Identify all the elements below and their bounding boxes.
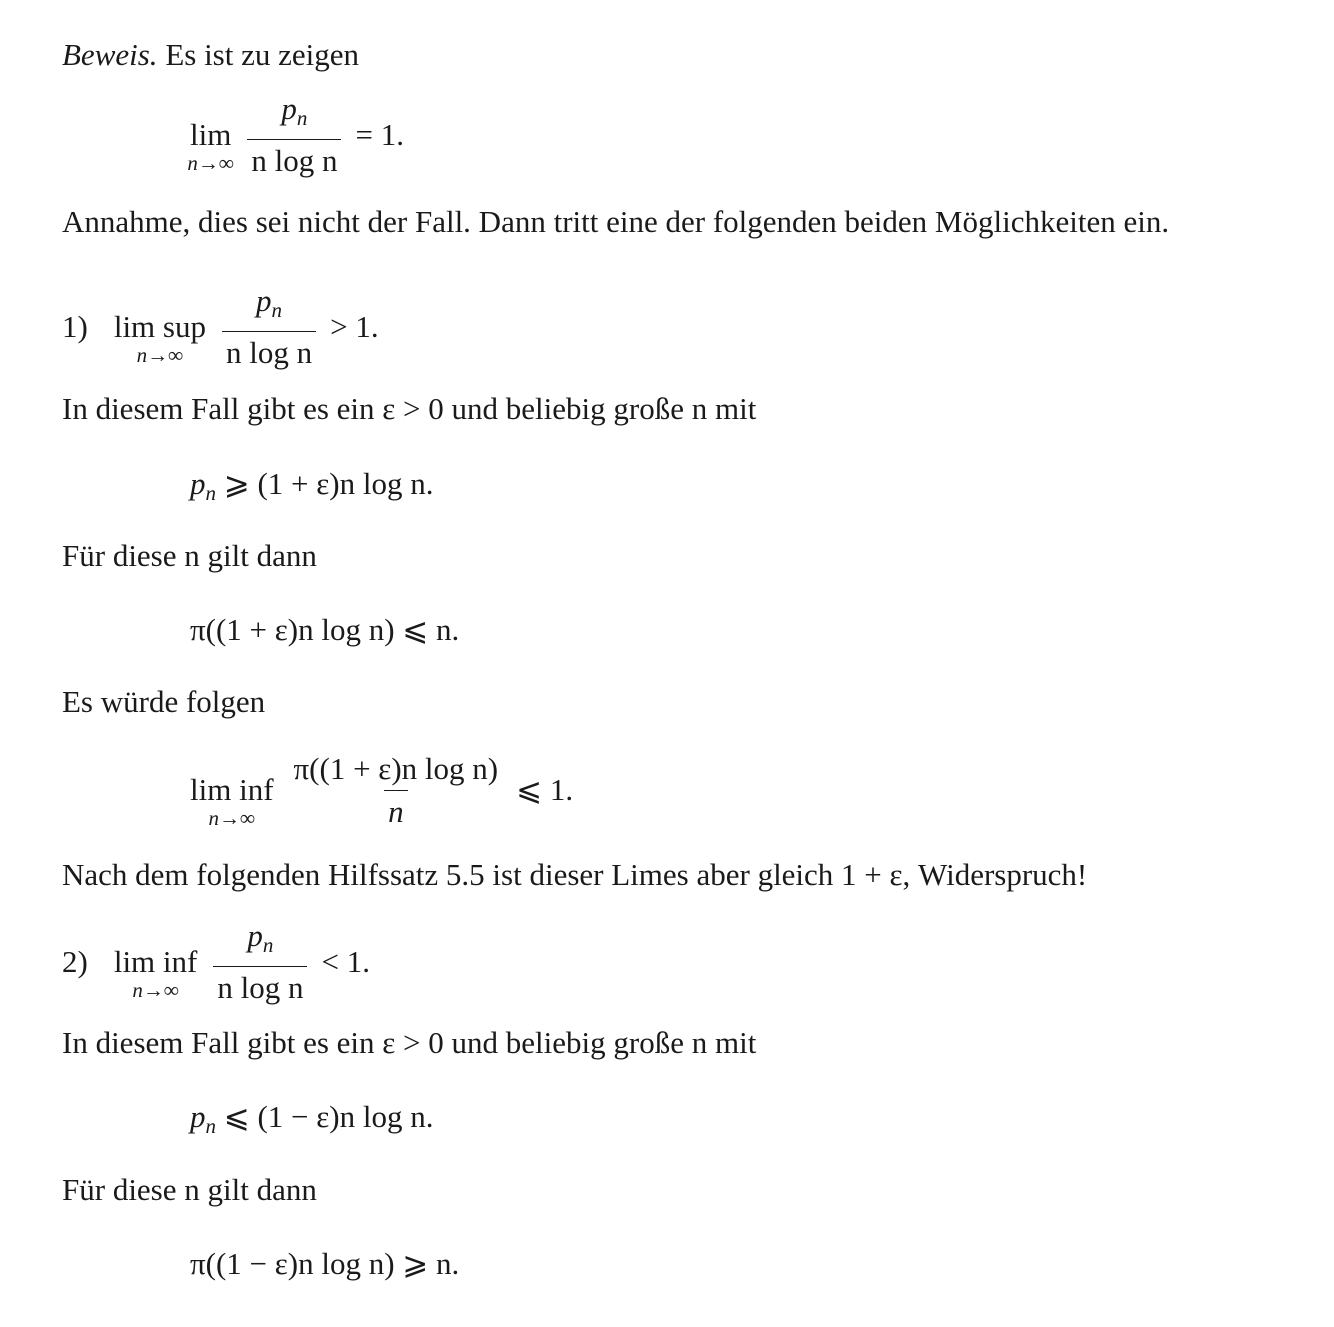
case1-text1: In diesem Fall gibt es ein ε > 0 und beliebig große n mit (62, 391, 757, 426)
case1-text4: Nach dem folgenden Hilfssatz 5.5 ist dieser Limes aber gleich 1 + ε, Widerspruch! (62, 857, 1088, 892)
case-label: 1) (62, 309, 88, 344)
intro-text: Es ist zu zeigen (165, 37, 360, 72)
relation: = 1. (355, 117, 404, 152)
case2-text2: Für diese n gilt dann (62, 1172, 317, 1207)
case1-text2: Für diese n gilt dann (62, 538, 317, 573)
assumption-paragraph: Annahme, dies sei nicht der Fall. Dann tritt eine der folgenden beiden Möglichkeiten ein. (62, 204, 1170, 239)
proof-label: Beweis. (62, 37, 158, 72)
lim-operator: lim n→∞ (187, 117, 234, 175)
case1-text3: Es würde folgen (62, 684, 266, 719)
case2-eq-b: π((1 − ε)n log n) ⩾ n. (190, 1246, 460, 1281)
case1-eq-b: π((1 + ε)n log n) ⩽ n. (190, 612, 460, 647)
case-label: 2) (62, 944, 88, 979)
case1-eq-c: lim inf n→∞ $\frac{\text{π((1 + ε)n log n)}}{n}$ ⩽ 1. (190, 750, 574, 830)
case2-eq-a: $p_n$ ⩽ (1 − ε)n log n. (190, 1099, 434, 1138)
proof-intro (62, 37, 359, 73)
equation-limit (187, 90, 404, 180)
case2-condition: 2) lim inf n→∞ $\frac{p_n}{\text{n log n}}$ < 1. (62, 918, 370, 1005)
case2-text1: In diesem Fall gibt es ein ε > 0 und beliebig große n mit (62, 1025, 757, 1060)
case1-condition: 1) lim sup n→∞ $\frac{p_n}{\text{n log n}}$ > 1. (62, 283, 379, 370)
fraction: $\frac{p_n}{\text{n log n}}$ (247, 92, 341, 178)
case1-eq-a: $p_n$ ⩾ (1 + ε)n log n. (190, 466, 434, 505)
